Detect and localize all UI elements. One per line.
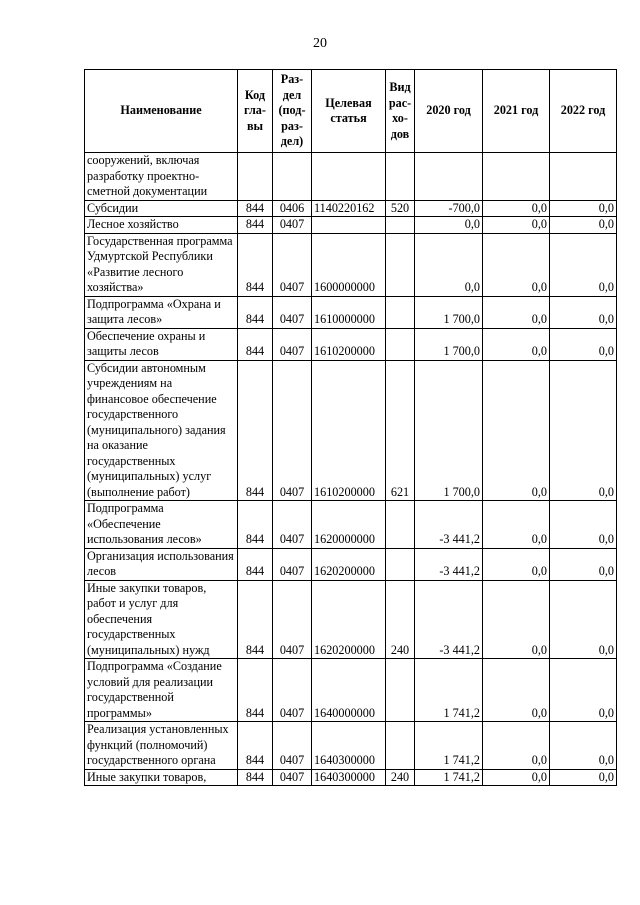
table-row	[85, 769, 617, 786]
header-kind: Вид рас- хо- дов	[386, 70, 415, 153]
cell-chapter-code: 844	[238, 233, 273, 296]
cell-year-2022: 0,0	[550, 217, 617, 234]
table-row	[85, 233, 617, 296]
table-row	[85, 153, 617, 201]
cell-year-2021: 0,0	[483, 501, 550, 549]
cell-year-2022: 0,0	[550, 769, 617, 786]
cell-year-2020: 1 700,0	[415, 296, 483, 328]
cell-year-2021: 0,0	[483, 769, 550, 786]
budget-table	[84, 69, 617, 786]
cell-year-2020: -3 441,2	[415, 501, 483, 549]
cell-year-2020: 0,0	[415, 233, 483, 296]
cell-name: Лесное хозяйство	[85, 217, 238, 234]
cell-section: 0407	[273, 296, 312, 328]
header-year-2022: 2022 год	[550, 70, 617, 153]
cell-target-article: 1620200000	[312, 548, 386, 580]
cell-target-article: 1610200000	[312, 328, 386, 360]
cell-year-2020: 1 700,0	[415, 360, 483, 501]
cell-expense-kind	[386, 659, 415, 722]
table-row	[85, 548, 617, 580]
cell-year-2020: -3 441,2	[415, 548, 483, 580]
cell-target-article: 1620200000	[312, 580, 386, 659]
cell-year-2022: 0,0	[550, 659, 617, 722]
header-article: Целевая статья	[312, 70, 386, 153]
cell-year-2020: -700,0	[415, 200, 483, 217]
cell-name: Государственная программа Удмуртской Республики «Развитие лесного хозяйства»	[85, 233, 238, 296]
table-row	[85, 296, 617, 328]
cell-section: 0407	[273, 659, 312, 722]
cell-chapter-code: 844	[238, 659, 273, 722]
cell-year-2021: 0,0	[483, 659, 550, 722]
cell-name: Организация использования лесов	[85, 548, 238, 580]
table-row	[85, 659, 617, 722]
cell-section: 0407	[273, 501, 312, 549]
cell-section: 0407	[273, 233, 312, 296]
cell-section: 0406	[273, 200, 312, 217]
cell-expense-kind	[386, 722, 415, 770]
cell-expense-kind: 621	[386, 360, 415, 501]
cell-target-article: 1620000000	[312, 501, 386, 549]
cell-year-2020: 1 741,2	[415, 722, 483, 770]
cell-year-2022: 0,0	[550, 501, 617, 549]
cell-expense-kind: 240	[386, 580, 415, 659]
cell-name: Субсидии	[85, 200, 238, 217]
cell-section: 0407	[273, 217, 312, 234]
cell-year-2020	[415, 153, 483, 201]
cell-expense-kind	[386, 233, 415, 296]
cell-section: 0407	[273, 769, 312, 786]
cell-expense-kind: 520	[386, 200, 415, 217]
cell-year-2022: 0,0	[550, 328, 617, 360]
table-row	[85, 360, 617, 501]
cell-year-2021: 0,0	[483, 200, 550, 217]
table-row	[85, 328, 617, 360]
table-row	[85, 200, 617, 217]
cell-name: Подпрограмма «Создание условий для реализации государственной программы»	[85, 659, 238, 722]
table-row	[85, 580, 617, 659]
cell-name: Реализация установленных функций (полномочий) государственного органа	[85, 722, 238, 770]
cell-expense-kind	[386, 501, 415, 549]
table-row	[85, 501, 617, 549]
cell-year-2022: 0,0	[550, 233, 617, 296]
cell-name: сооружений, включая разработку проектно-сметной документации	[85, 153, 238, 201]
cell-year-2020: 1 700,0	[415, 328, 483, 360]
cell-year-2022: 0,0	[550, 580, 617, 659]
cell-year-2022: 0,0	[550, 548, 617, 580]
cell-target-article: 1140220162	[312, 200, 386, 217]
header-name: Наименование	[85, 70, 238, 153]
cell-section	[273, 153, 312, 201]
header-section: Раз- дел (под- раз- дел)	[273, 70, 312, 153]
page-number: 20	[313, 36, 327, 51]
cell-expense-kind	[386, 548, 415, 580]
cell-chapter-code: 844	[238, 360, 273, 501]
cell-year-2022: 0,0	[550, 722, 617, 770]
cell-name: Обеспечение охраны и защиты лесов	[85, 328, 238, 360]
cell-year-2020: 1 741,2	[415, 659, 483, 722]
cell-year-2020: -3 441,2	[415, 580, 483, 659]
table-header-row	[85, 70, 617, 153]
cell-target-article	[312, 153, 386, 201]
cell-expense-kind	[386, 296, 415, 328]
cell-year-2022	[550, 153, 617, 201]
cell-year-2021: 0,0	[483, 360, 550, 501]
cell-year-2021: 0,0	[483, 722, 550, 770]
cell-year-2022: 0,0	[550, 296, 617, 328]
header-year-2020: 2020 год	[415, 70, 483, 153]
cell-name: Иные закупки товаров, работ и услуг для обеспечения государственных (муниципальных) нужд	[85, 580, 238, 659]
cell-name: Субсидии автономным учреждениям на финансовое обеспечение государственного (муниципального) задания на оказание государственных (муниципальных) услуг (выполнение работ)	[85, 360, 238, 501]
cell-year-2020: 0,0	[415, 217, 483, 234]
table-row	[85, 722, 617, 770]
cell-year-2021	[483, 153, 550, 201]
cell-target-article: 1640300000	[312, 769, 386, 786]
cell-section: 0407	[273, 580, 312, 659]
cell-chapter-code: 844	[238, 200, 273, 217]
cell-target-article: 1640000000	[312, 659, 386, 722]
cell-chapter-code: 844	[238, 217, 273, 234]
cell-expense-kind	[386, 328, 415, 360]
cell-target-article: 1610200000	[312, 360, 386, 501]
cell-target-article	[312, 217, 386, 234]
cell-section: 0407	[273, 548, 312, 580]
cell-chapter-code: 844	[238, 501, 273, 549]
cell-year-2022: 0,0	[550, 360, 617, 501]
table-body	[85, 153, 617, 786]
cell-expense-kind	[386, 153, 415, 201]
cell-chapter-code	[238, 153, 273, 201]
cell-year-2021: 0,0	[483, 217, 550, 234]
cell-chapter-code: 844	[238, 722, 273, 770]
header-code: Код гла- вы	[238, 70, 273, 153]
cell-year-2021: 0,0	[483, 328, 550, 360]
cell-section: 0407	[273, 360, 312, 501]
cell-name: Подпрограмма «Охрана и защита лесов»	[85, 296, 238, 328]
cell-year-2020: 1 741,2	[415, 769, 483, 786]
cell-chapter-code: 844	[238, 548, 273, 580]
header-year-2021: 2021 год	[483, 70, 550, 153]
table-row	[85, 217, 617, 234]
cell-expense-kind: 240	[386, 769, 415, 786]
cell-expense-kind	[386, 217, 415, 234]
cell-target-article: 1600000000	[312, 233, 386, 296]
cell-section: 0407	[273, 722, 312, 770]
cell-target-article: 1640300000	[312, 722, 386, 770]
cell-section: 0407	[273, 328, 312, 360]
cell-year-2021: 0,0	[483, 233, 550, 296]
cell-name: Подпрограмма «Обеспечение использования лесов»	[85, 501, 238, 549]
cell-chapter-code: 844	[238, 296, 273, 328]
cell-target-article: 1610000000	[312, 296, 386, 328]
cell-year-2021: 0,0	[483, 580, 550, 659]
cell-chapter-code: 844	[238, 328, 273, 360]
cell-name: Иные закупки товаров,	[85, 769, 238, 786]
cell-chapter-code: 844	[238, 769, 273, 786]
cell-year-2022: 0,0	[550, 200, 617, 217]
cell-year-2021: 0,0	[483, 548, 550, 580]
cell-year-2021: 0,0	[483, 296, 550, 328]
cell-chapter-code: 844	[238, 580, 273, 659]
